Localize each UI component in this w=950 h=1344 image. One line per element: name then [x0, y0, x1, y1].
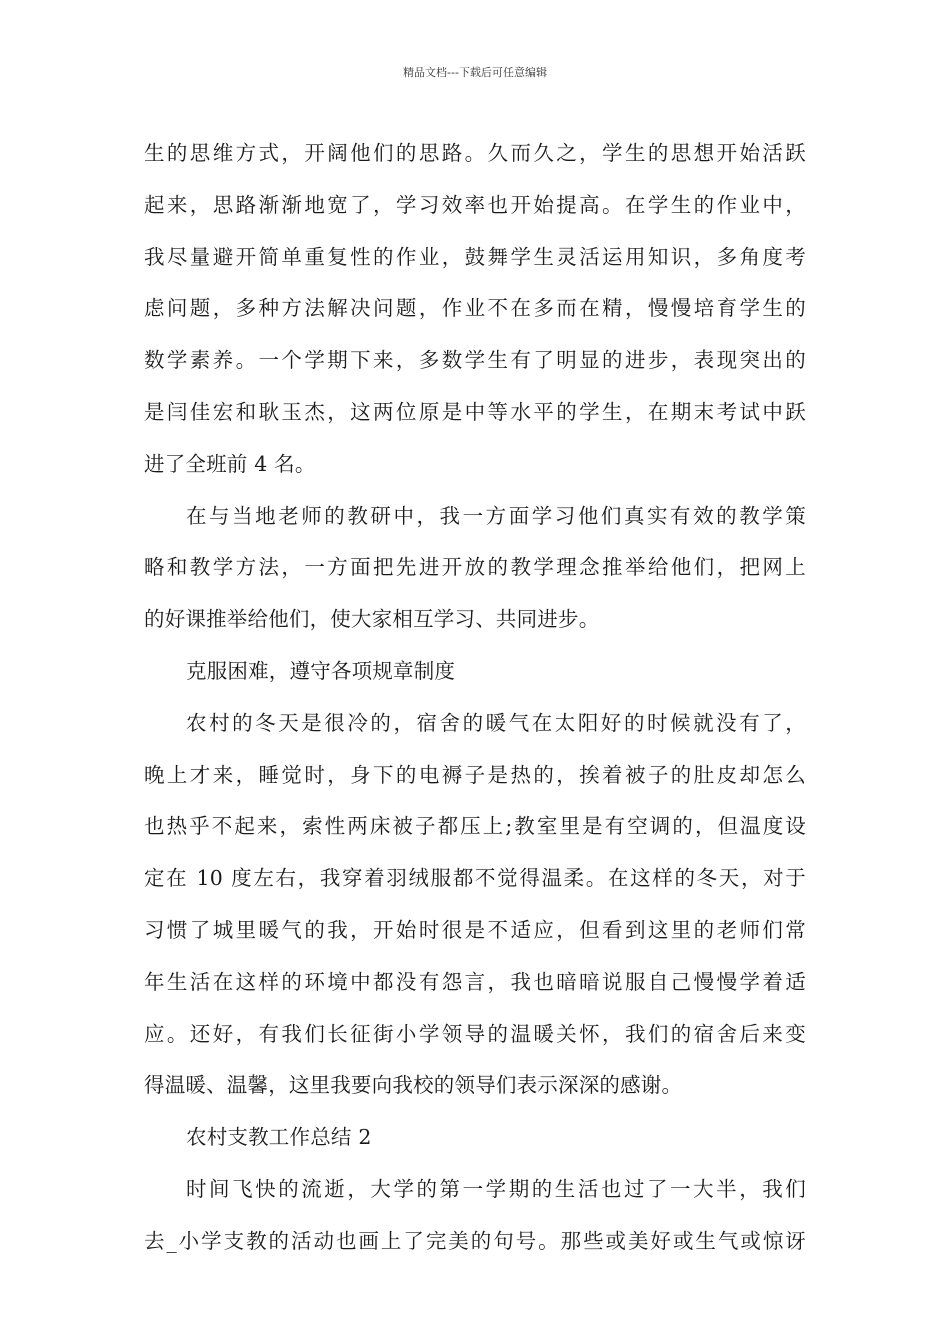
text-line: 也热乎不起来，索性两床被子都压上;教室里是有空调的，但温度设 [144, 814, 806, 839]
text-line: 应。还好，有我们长征街小学领导的温暖关怀，我们的宿舍后来变 [144, 1021, 806, 1046]
text-line: 虑问题，多种方法解决问题，作业不在多而在精，慢慢培育学生的 [144, 296, 806, 321]
text-line: 数学素养。一个学期下来，多数学生有了明显的进步，表现突出的 [144, 348, 806, 373]
text-line: 在与当地老师的教研中，我一方面学习他们真实有效的教学策 [186, 503, 806, 528]
text-line: 是闫佳宏和耿玉杰，这两位原是中等水平的学生，在期末考试中跃 [144, 399, 806, 424]
text-line: 去_小学支教的活动也画上了完美的句号。那些或美好或生气或惊讶 [144, 1228, 806, 1253]
text-line: 得温暖、温馨，这里我要向我校的领导们表示深深的感谢。 [144, 1073, 683, 1098]
text-line: 克服困难，遵守各项规章制度 [186, 658, 456, 683]
page-header: 精品文档---下载后可任意编辑 [403, 66, 547, 79]
text-line: 农村支教工作总结 2 [186, 1125, 372, 1150]
text-line: 略和教学方法，一方面把先进开放的教学理念推举给他们，把网上 [144, 555, 806, 580]
text-line: 晚上才来，睡觉时，身下的电褥子是热的，挨着被子的肚皮却怎么 [144, 762, 806, 787]
text-line: 年生活在这样的环境中都没有怨言，我也暗暗说服自己慢慢学着适 [144, 969, 806, 994]
text-line: 进了全班前 4 名。 [144, 451, 316, 476]
text-line: 起来，思路渐渐地宽了，学习效率也开始提高。在学生的作业中， [144, 192, 806, 217]
text-line: 的好课推举给他们，使大家相互学习、共同进步。 [144, 607, 600, 632]
text-line: 时间飞快的流逝，大学的第一学期的生活也过了一大半，我们 [186, 1176, 806, 1201]
text-line: 定在 10 度左右，我穿着羽绒服都不觉得温柔。在这样的冬天，对于 [144, 866, 806, 891]
text-line: 我尽量避开简单重复性的作业，鼓舞学生灵活运用知识，多角度考 [144, 244, 806, 269]
document-body [144, 128, 806, 1268]
text-line: 农村的冬天是很冷的，宿舍的暖气在太阳好的时候就没有了， [186, 710, 806, 735]
text-line: 习惯了城里暖气的我，开始时很是不适应，但看到这里的老师们常 [144, 917, 806, 942]
text-line: 生的思维方式，开阔他们的思路。久而久之，学生的思想开始活跃 [144, 141, 806, 165]
